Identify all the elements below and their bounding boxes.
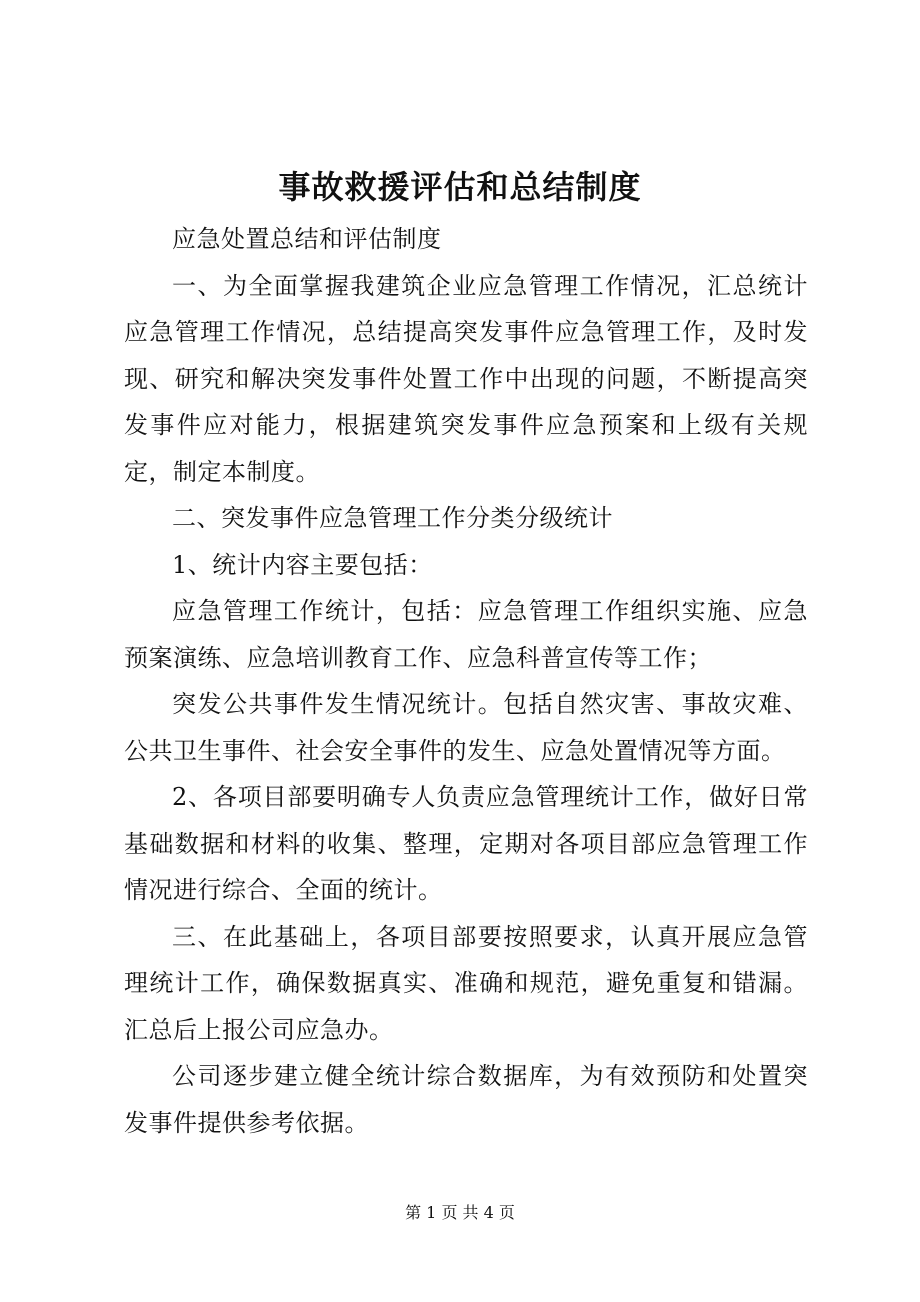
paragraph-section-2: 二、突发事件应急管理工作分类分级统计 [172,504,613,532]
paragraph-management-stats: 应急管理工作统计，包括：应急管理工作组织实施、应急预案演练、应急培训教育工作、应急科普宣传等工作； [124,597,808,672]
paragraph-database: 公司逐步建立健全统计综合数据库，为有效预防和处置突发事件提供参考依据。 [124,1062,808,1137]
paragraph-item-2: 2、各项目部要明确专人负责应急管理统计工作，做好日常基础数据和材料的收集、整理，定期对各项目部应急管理工作情况进行综合、全面的统计。 [124,783,808,904]
paragraph-item-1: 1、统计内容主要包括： [172,550,433,579]
paragraph-incident-stats: 突发公共事件发生情况统计。包括自然灾害、事故灾难、公共卫生事件、社会安全事件的发生、应急处置情况等方面。 [124,690,808,765]
page-footer: 第 1 页 共 4 页 [405,1203,515,1222]
paragraph-heading: 应急处置总结和评估制度 [172,225,442,253]
paragraph-section-3: 三、在此基础上，各项目部要按照要求，认真开展应急管理统计工作，确保数据真实、准确和规范，避免重复和错漏。汇总后上报公司应急办。 [124,922,808,1044]
paragraph-section-1: 一、为全面掌握我建筑企业应急管理工作情况，汇总统计应急管理工作情况，总结提高突发事件应急管理工作，及时发现、研究和解决突发事件处置工作中出现的问题，不断提高突发事件应对能力，根据建筑突发事件应急预案和上级有关规定，制定本制度。 [124,271,808,486]
document-title: 事故救援评估和总结制度 [278,168,642,206]
document-body [124,216,808,1146]
